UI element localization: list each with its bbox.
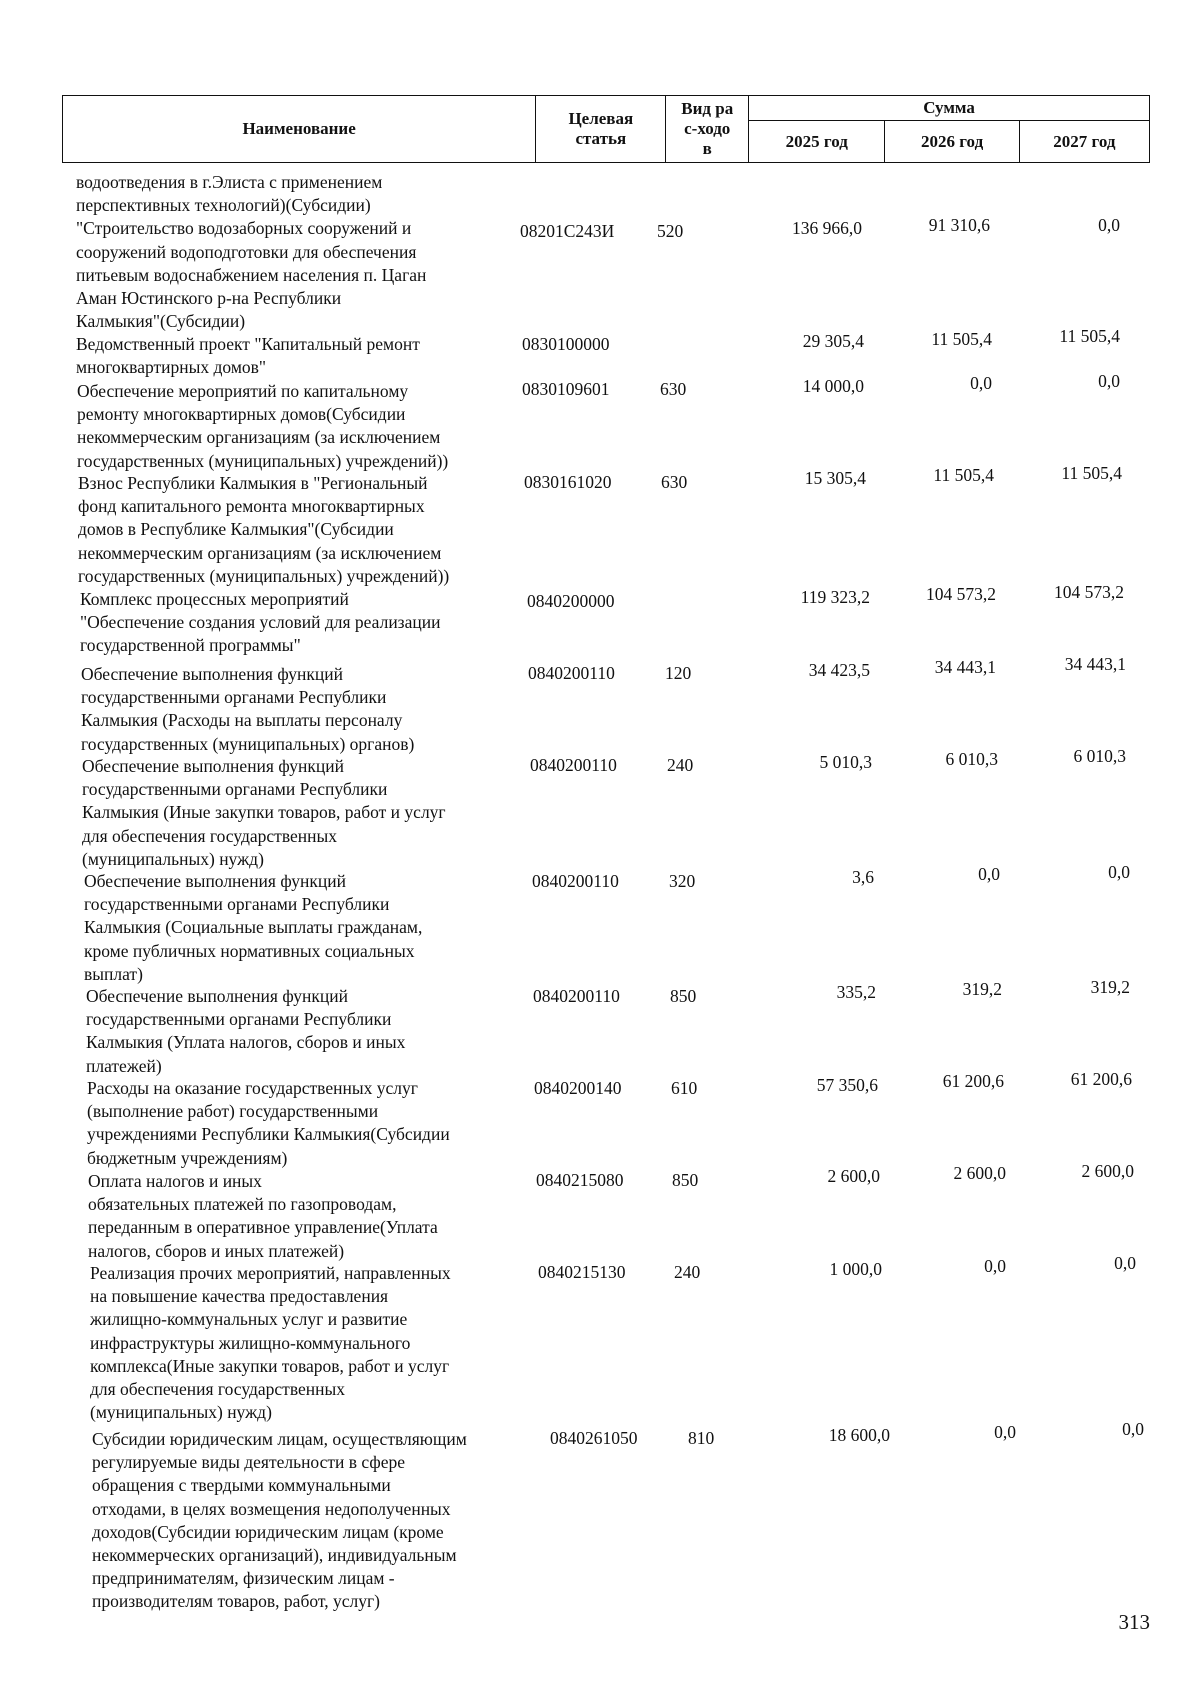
row-code: 0840200000 [527,591,615,611]
row-2026: 6 010,3 [945,749,998,769]
row-2026: 11 505,4 [931,329,992,349]
row-code: 0840215080 [536,1170,624,1190]
row-code: 0830109601 [522,379,610,399]
row-type: 630 [660,379,687,399]
row-type: 810 [688,1428,715,1448]
row-code: 0840200140 [534,1078,622,1098]
row-2026: 0,0 [984,1256,1006,1276]
row-2026: 61 200,6 [942,1071,1004,1091]
row-2027: 319,2 [1090,977,1130,997]
row-code: 0840200110 [533,986,620,1006]
row-name: Реализация прочих мероприятий, направленных на повышение качества предоставления жилищно-коммунальных услуг и развитие инфраструктуры жилищно-коммунального комплекса(Иные закупки товаров, работ и услуг для обеспечения государственных (муниципальных) нужд) [90,1263,451,1423]
row-2027: 0,0 [1098,371,1120,391]
row-type: 120 [665,663,692,683]
row-type: 850 [672,1170,699,1190]
row-code: 0840200110 [530,755,617,775]
row-name: Обеспечение выполнения функций государственными органами Республики Калмыкия (Социальные выплаты гражданам, кроме публичных нормативных социальных выплат) [84,871,423,984]
row-2027: 0,0 [1098,215,1120,235]
row-2026: 0,0 [978,864,1000,884]
row-code: 0830161020 [524,472,612,492]
row-name: Обеспечение мероприятий по капитальному ремонту многоквартирных домов(Субсидии некоммерческим организациям (за исключением государственных (муниципальных) учреждений)) [77,381,449,471]
page-number: 313 [1118,1610,1150,1634]
row-2026: 104 573,2 [926,584,996,604]
row-2025: 15 305,4 [804,468,866,488]
row-2027: 6 010,3 [1073,746,1126,766]
row-type: 850 [670,986,697,1006]
row-2025: 14 000,0 [802,376,864,396]
row-name: Обеспечение выполнения функций государственными органами Республики Калмыкия (Расходы на выплаты персоналу государственных (муниципальных) органов) [81,664,415,754]
row-2025: 2 600,0 [827,1166,880,1186]
header-year-2027: 2027 год [1019,121,1149,163]
row-code: 0830100000 [522,334,610,354]
row-2027: 11 505,4 [1059,326,1120,346]
row-2025: 1 000,0 [829,1259,882,1279]
row-name: Расходы на оказание государственных услуг (выполнение работ) государственными учреждениями Республики Калмыкия(Субсидии бюджетным учреждениям) [87,1078,450,1168]
row-code: 08201С243И [520,221,615,241]
row-2025: 34 423,5 [808,660,870,680]
row-2025: 5 010,3 [819,752,872,772]
row-type: 240 [667,755,694,775]
row-2027: 0,0 [1108,862,1130,882]
row-2027: 34 443,1 [1064,654,1126,674]
header-code-text: Целевая статья [568,109,634,148]
row-name: Обеспечение выполнения функций государственными органами Республики Калмыкия (Уплата налогов, сборов и иных платежей) [86,986,406,1076]
row-2026: 0,0 [994,1422,1016,1442]
header-sum: Сумма [749,96,1150,121]
row-type: 320 [669,871,696,891]
row-2025: 3,6 [852,867,874,887]
row-code: 0840200110 [528,663,615,683]
row-2026: 2 600,0 [953,1163,1006,1183]
header-name: Наименование [63,96,536,163]
row-2027: 61 200,6 [1070,1069,1132,1089]
row-name: Субсидии юридическим лицам, осуществляющим регулируемые виды деятельности в сфере обращения с твердыми коммунальными отходами, в целях возмещения недополученных доходов(Субсидии юридическим лицам (кроме некоммерческих организаций), индивидуальным предпринимателям, физическим лицам - производителям товаров, работ, услуг) [92,1429,467,1612]
row-2025: 18 600,0 [828,1425,890,1445]
row-code: 0840215130 [538,1262,626,1282]
row-name: Взнос Республики Калмыкия в "Региональный фонд капитального ремонта многоквартирных домов в Республике Калмыкия"(Субсидии некоммерческим организациям (за исключением государственных (муниципальных) учреждений)) [78,473,450,586]
row-2027: 0,0 [1114,1253,1136,1273]
row-2026: 319,2 [962,979,1002,999]
row-name: Комплекс процессных мероприятий "Обеспечение создания условий для реализации государственной программы" [80,589,441,656]
row-2025: 57 350,6 [816,1075,878,1095]
row-2025: 136 966,0 [792,218,862,238]
row-2026: 0,0 [970,373,992,393]
row-name: Оплата налогов и иных обязательных платежей по газопроводам, переданным в оперативное управление(Уплата налогов, сборов и иных платежей) [88,1171,438,1261]
row-2027: 104 573,2 [1054,582,1124,602]
row-type: 240 [674,1262,701,1282]
row-2026: 34 443,1 [934,657,996,677]
row-type: 610 [671,1078,698,1098]
row-2027: 0,0 [1122,1419,1144,1439]
row-name: водоотведения в г.Элиста с применением перспективных технологий)(Субсидии) "Строительство водозаборных сооружений и сооружений водоподготовки для обеспечения питьевым водоснабжением населения п. Цаган Аман Юстинского р-на Республики Калмыкия"(Субсидии) [76,172,427,332]
row-2027: 2 600,0 [1081,1161,1134,1181]
row-2025: 335,2 [836,982,876,1002]
row-name: Ведомственный проект "Капитальный ремонт многоквартирных домов" [76,334,420,378]
header-type-text: Вид рас-ходов [681,99,734,158]
row-2025: 119 323,2 [800,587,870,607]
row-name: Обеспечение выполнения функций государственными органами Республики Калмыкия (Иные закупки товаров, работ и услуг для обеспечения государственных (муниципальных) нужд) [82,756,446,869]
header-year-2026: 2026 год [885,121,1019,163]
row-2025: 29 305,4 [802,331,864,351]
row-code: 0840261050 [550,1428,638,1448]
row-type: 520 [657,221,684,241]
row-2026: 91 310,6 [928,215,990,235]
row-code: 0840200110 [532,871,619,891]
row-2026: 11 505,4 [933,465,994,485]
row-2027: 11 505,4 [1061,463,1122,483]
row-type: 630 [661,472,688,492]
header-year-2025: 2025 год [749,121,885,163]
